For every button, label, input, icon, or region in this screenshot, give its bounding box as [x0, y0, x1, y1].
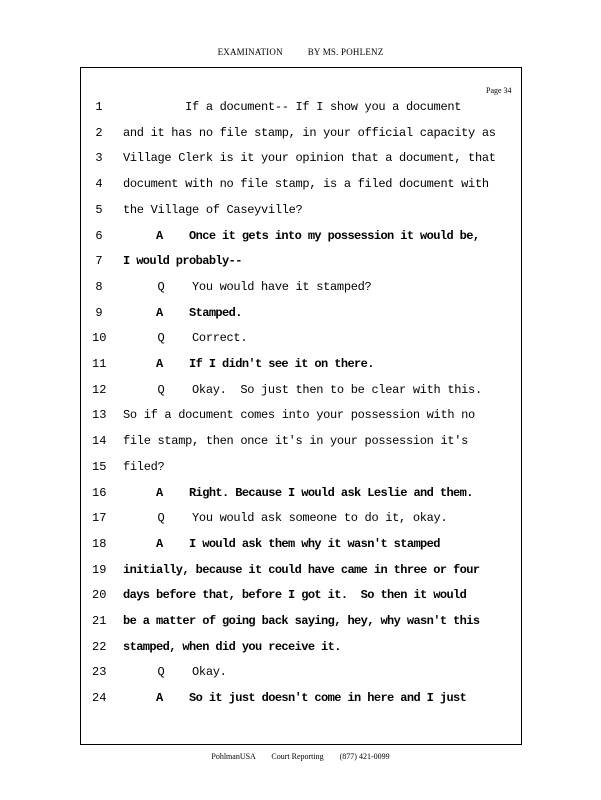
- transcript-line: A Stamped.: [123, 306, 242, 320]
- transcript-line: be a matter of going back saying, hey, why wasn't this: [123, 614, 480, 628]
- transcript-line: document with no file stamp, is a filed document with: [123, 177, 489, 191]
- line-number: 18: [92, 537, 107, 551]
- line-number: 8: [95, 280, 103, 294]
- line-number: 15: [92, 460, 107, 474]
- line-number: 1: [95, 100, 103, 114]
- transcript-line: If a document-- If I show you a document: [123, 100, 462, 114]
- transcript-line: A I would ask them why it wasn't stamped: [123, 537, 440, 551]
- footer-company: PohlmanUSA: [211, 752, 256, 761]
- line-number: 3: [95, 151, 103, 165]
- transcript-line: initially, because it could have came in three or four: [123, 563, 480, 577]
- transcript-line: A Once it gets into my possession it would be,: [123, 229, 480, 243]
- line-number: 10: [92, 331, 107, 345]
- transcript-line: Q You would have it stamped?: [123, 280, 372, 294]
- transcript-line: Q Okay. So just then to be clear with this.: [123, 383, 482, 397]
- transcript-line: stamped, when did you receive it.: [123, 640, 341, 654]
- line-number: 22: [92, 640, 107, 654]
- transcript-line: Q You would ask someone to do it, okay.: [123, 511, 448, 525]
- line-number: 7: [95, 254, 103, 268]
- page-header: [0, 47, 601, 57]
- line-number: 24: [92, 691, 107, 705]
- line-number: 21: [92, 614, 107, 628]
- transcript-line: file stamp, then once it's in your possession it's: [123, 434, 469, 448]
- line-number: 16: [92, 486, 107, 500]
- line-number: 20: [92, 588, 107, 602]
- transcript-line: Village Clerk is it your opinion that a document, that: [123, 151, 496, 165]
- footer-service: Court Reporting: [271, 752, 324, 761]
- transcript-line: A Right. Because I would ask Leslie and them.: [123, 486, 473, 500]
- line-number: 19: [92, 563, 107, 577]
- line-number: 2: [95, 126, 103, 140]
- transcript-line: the Village of Caseyville?: [123, 203, 303, 217]
- header-examination: EXAMINATION: [217, 47, 283, 57]
- line-number: 11: [92, 357, 107, 371]
- transcript-line: Q Okay.: [123, 665, 227, 679]
- line-number: 5: [95, 203, 103, 217]
- transcript-line: filed?: [123, 460, 165, 474]
- transcript-line: and it has no file stamp, in your official capacity as: [123, 126, 496, 140]
- line-number: 14: [92, 434, 107, 448]
- transcript-line: So if a document comes into your possession with no: [123, 408, 475, 422]
- line-number: 4: [95, 177, 103, 191]
- line-number: 9: [95, 306, 103, 320]
- footer-phone: (877) 421-0099: [339, 752, 390, 761]
- transcript-line: A So it just doesn't come in here and I just: [123, 691, 467, 705]
- page-footer: [0, 752, 601, 761]
- line-number: 6: [95, 229, 103, 243]
- transcript-line: days before that, before I got it. So then it would: [123, 588, 467, 602]
- line-number: 23: [92, 665, 107, 679]
- transcript-line: I would probably--: [123, 254, 242, 268]
- header-examiner: BY MS. POHLENZ: [307, 47, 384, 57]
- line-number: 13: [92, 408, 107, 422]
- transcript-line: A If I didn't see it on there.: [123, 357, 374, 371]
- line-number: 12: [92, 383, 107, 397]
- transcript-line: Q Correct.: [123, 331, 248, 345]
- page-number: Page 34: [486, 86, 512, 95]
- line-number: 17: [92, 511, 107, 525]
